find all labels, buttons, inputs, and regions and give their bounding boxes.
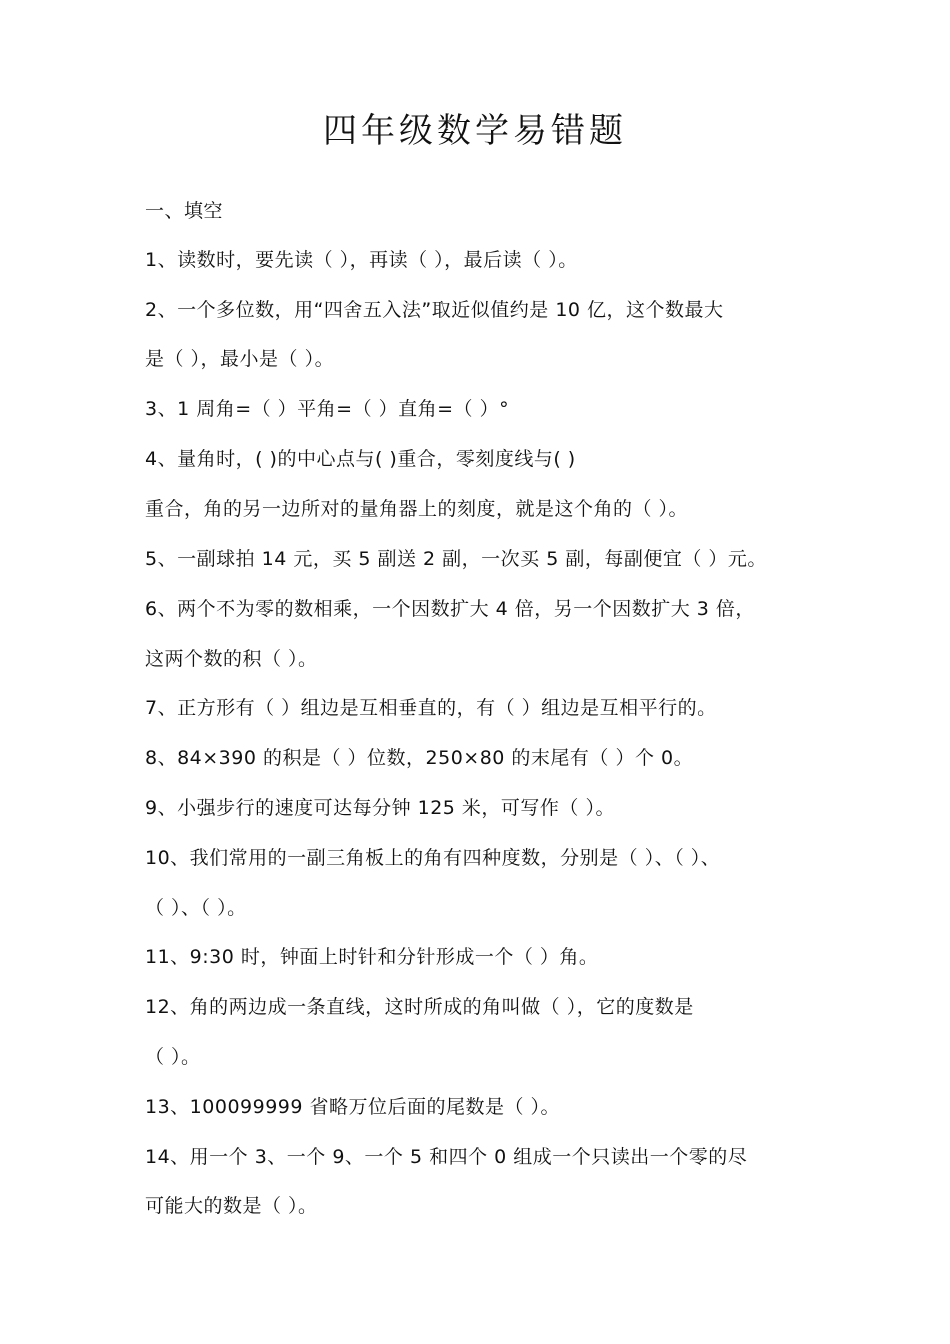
question-line: 7、正方形有（ ）组边是互相垂直的，有（ ）组边是互相平行的。 bbox=[145, 697, 717, 719]
question-line: （ ）、（ ）。 bbox=[145, 897, 247, 919]
question-line: 1、读数时，要先读（ ），再读（ ），最后读（ ）。 bbox=[145, 249, 578, 271]
question-line: 6、两个不为零的数相乘，一个因数扩大 4 倍，另一个因数扩大 3 倍， bbox=[145, 598, 755, 620]
question-line: 9、小强步行的速度可达每分钟 125 米，可写作（ ）。 bbox=[145, 797, 615, 819]
question-line: 这两个数的积（ ）。 bbox=[145, 648, 318, 670]
question-line: 12、角的两边成一条直线，这时所成的角叫做（ ），它的度数是 bbox=[145, 996, 694, 1018]
question-line: 重合，角的另一边所对的量角器上的刻度，就是这个角的（ ）。 bbox=[145, 498, 689, 520]
question-line: 14、用一个 3、一个 9、一个 5 和四个 0 组成一个只读出一个零的尽 bbox=[145, 1146, 748, 1168]
question-line: 3、1 周角=（ ）平角=（ ）直角=（ ）° bbox=[145, 398, 510, 420]
question-line: 4、量角时，( )的中心点与( )重合，零刻度线与( ) bbox=[145, 448, 576, 470]
question-line: （ ）。 bbox=[145, 1046, 201, 1068]
question-line: 10、我们常用的一副三角板上的角有四种度数，分别是（ ）、（ ）、 bbox=[145, 847, 721, 869]
question-line: 11、9:30 时，钟面上时针和分针形成一个（ ）角。 bbox=[145, 946, 599, 968]
section-heading: 一、填空 bbox=[145, 200, 224, 222]
question-line: 是（ ），最小是（ ）。 bbox=[145, 348, 335, 370]
question-line: 可能大的数是（ ）。 bbox=[145, 1195, 318, 1217]
question-line: 8、84×390 的积是（ ）位数，250×80 的末尾有（ ）个 0。 bbox=[145, 747, 694, 769]
question-line: 5、一副球拍 14 元，买 5 副送 2 副，一次买 5 副，每副便宜（ ）元。 bbox=[145, 548, 767, 570]
page-title: 四年级数学易错题 bbox=[323, 111, 627, 151]
question-line: 2、一个多位数，用“四舍五入法”取近似值约是 10 亿，这个数最大 bbox=[145, 299, 724, 321]
question-line: 13、100099999 省略万位后面的尾数是（ ）。 bbox=[145, 1096, 561, 1118]
